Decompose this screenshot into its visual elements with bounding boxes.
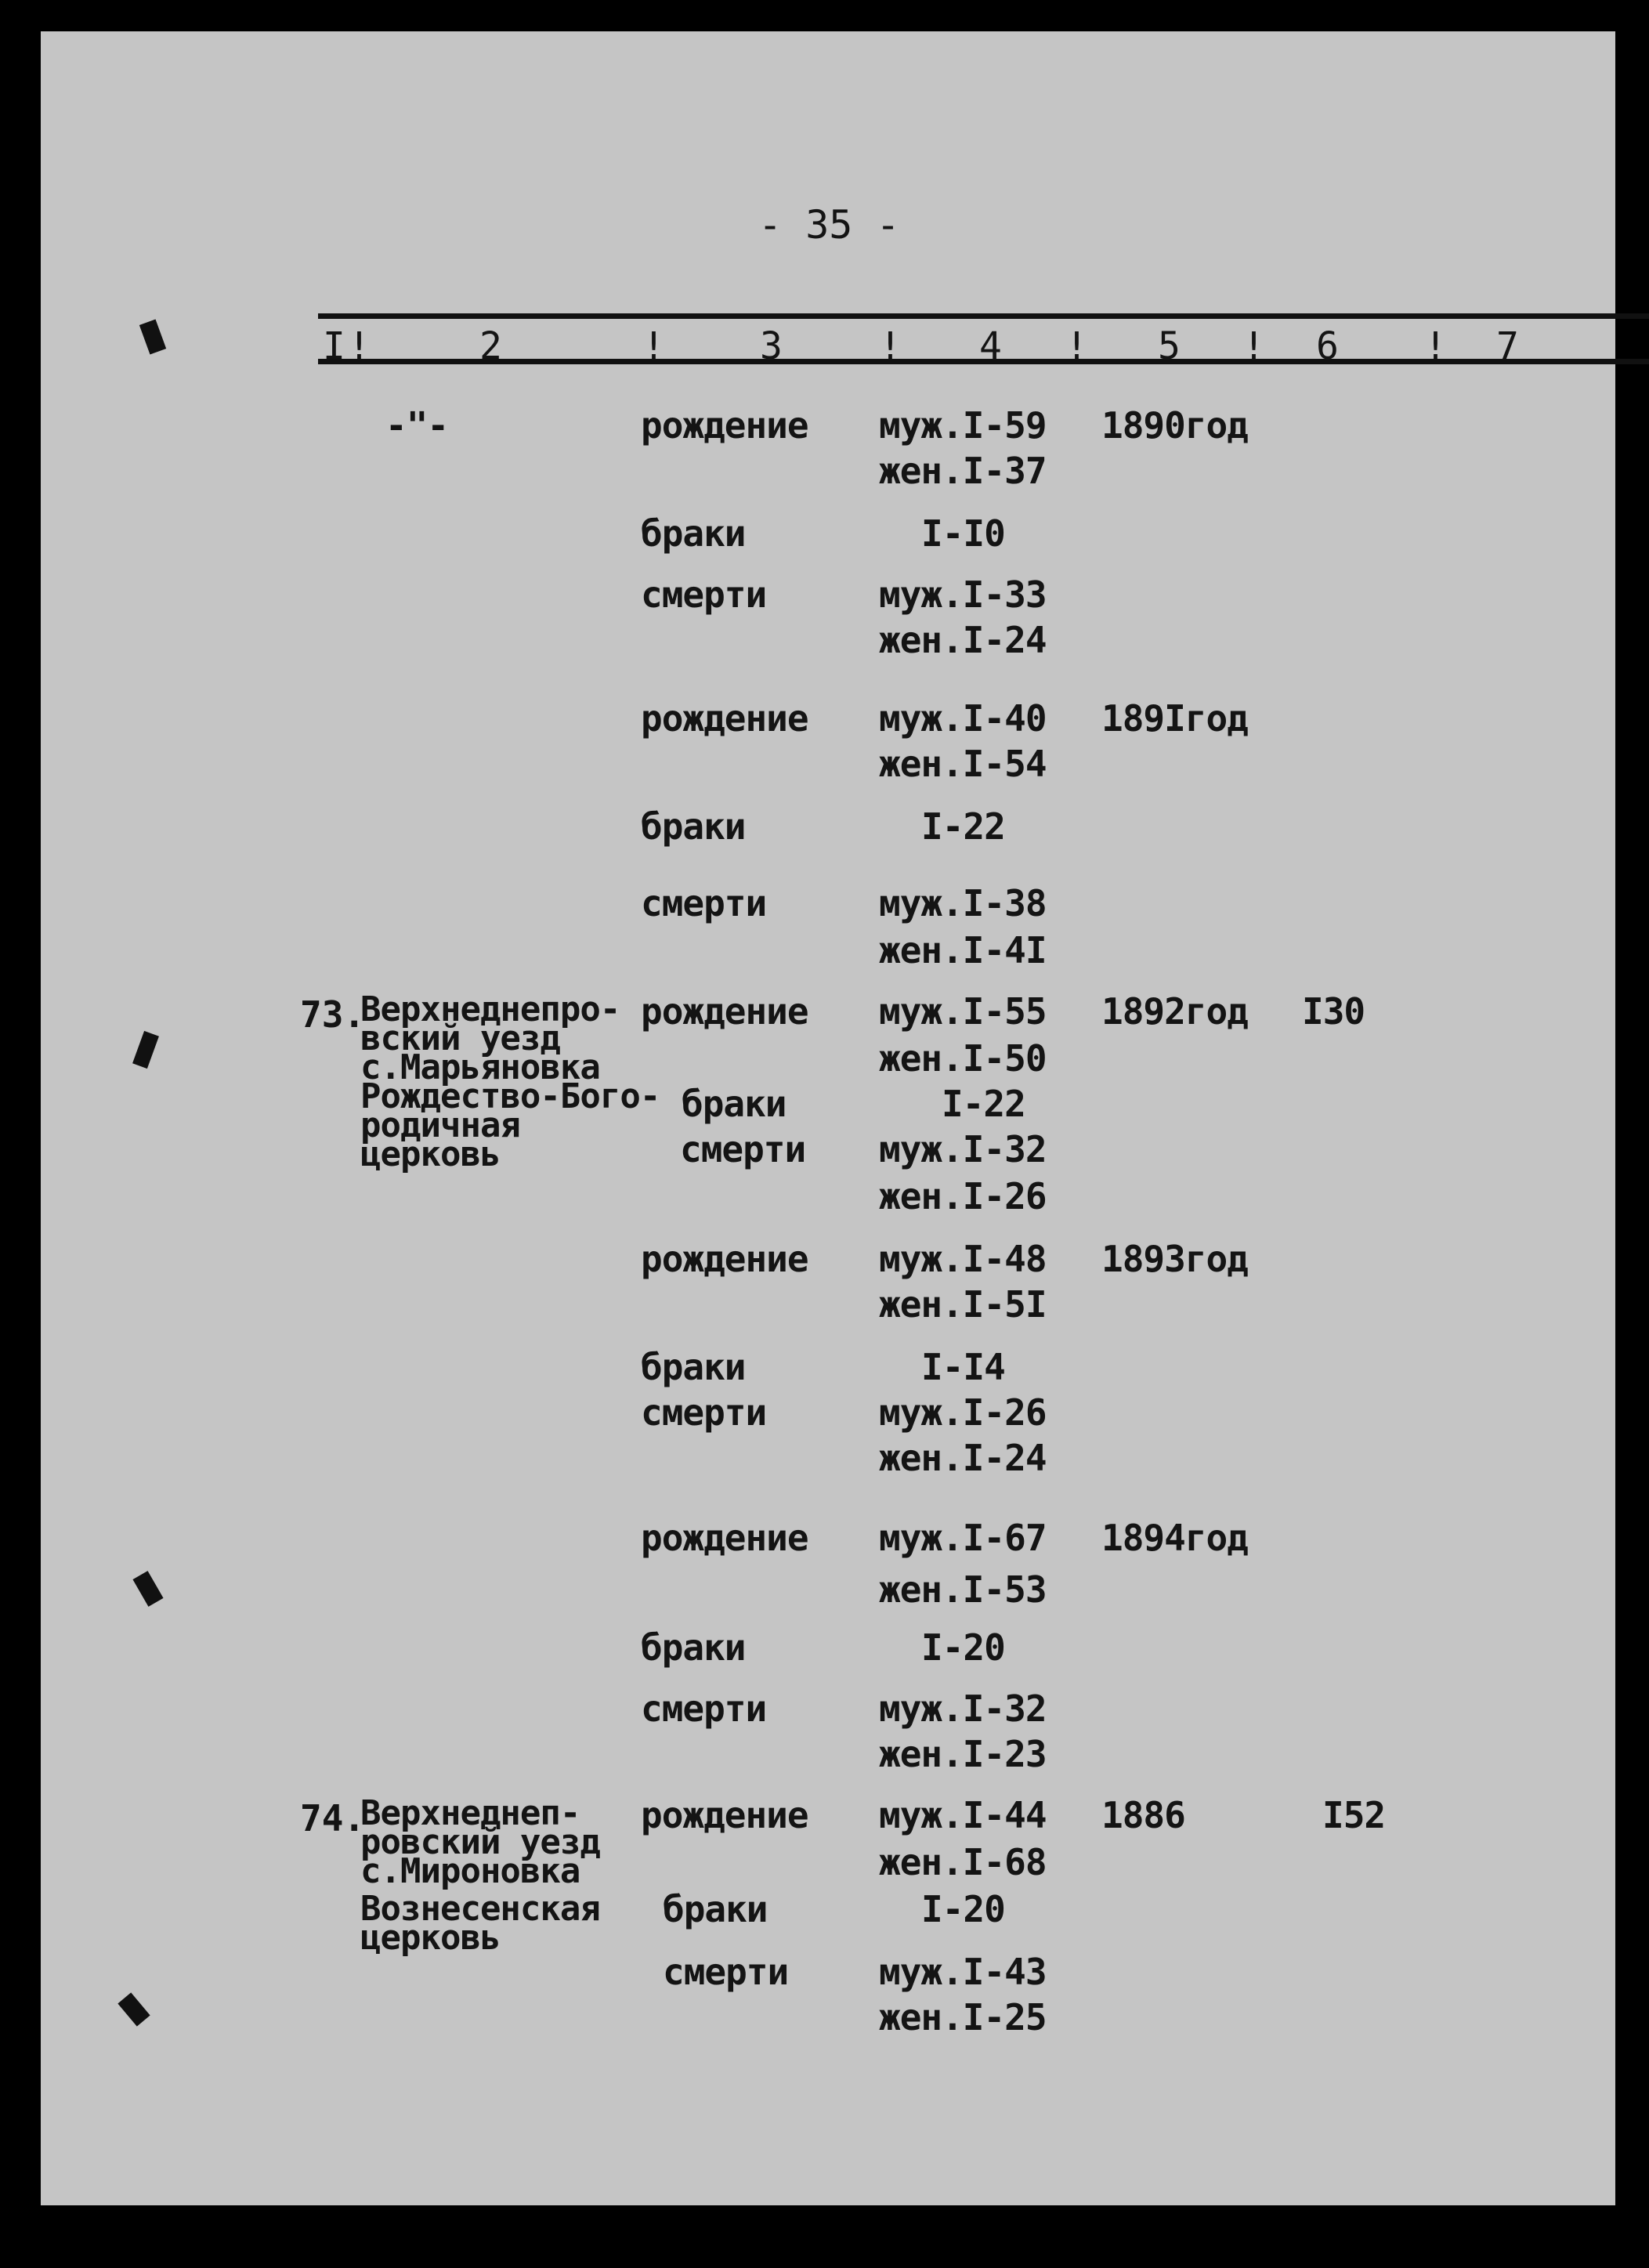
- location-line: родичная: [360, 1105, 520, 1145]
- location-line: вский уезд: [360, 1018, 560, 1058]
- female-count: жен.I-24: [879, 619, 1047, 661]
- location-line: Верхнеднеп-: [360, 1793, 580, 1833]
- male-count: муж.I-48: [879, 1238, 1047, 1280]
- record-type: смерти: [641, 1391, 767, 1434]
- location-line: Рождество-Бого-: [360, 1076, 660, 1116]
- male-count: муж.I-43: [879, 1951, 1047, 1993]
- record-type: браки: [663, 1888, 768, 1930]
- record-type: рождение: [641, 697, 808, 740]
- male-count: муж.I-38: [879, 882, 1047, 924]
- record-type: браки: [641, 512, 746, 555]
- column-header: 3: [760, 324, 783, 368]
- record-type: смерти: [641, 1687, 767, 1730]
- location-line: Вознесенская: [360, 1889, 600, 1929]
- column-6-value: I52: [1322, 1794, 1386, 1836]
- male-count: муж.I-32: [879, 1687, 1047, 1730]
- female-count: жен.I-26: [879, 1175, 1047, 1217]
- location-line: церковь: [360, 1918, 501, 1958]
- female-count: жен.I-54: [879, 743, 1047, 785]
- record-type: браки: [641, 1626, 746, 1669]
- record-type: браки: [682, 1083, 787, 1125]
- column-separator: !: [879, 324, 902, 368]
- column-header: 4: [979, 324, 1002, 368]
- record-type: браки: [641, 1346, 746, 1388]
- marriage-count: I-I4: [921, 1346, 1005, 1388]
- column-6-value: I30: [1302, 990, 1365, 1033]
- column-separator: !: [1424, 324, 1447, 368]
- column-header: 7: [1496, 324, 1519, 368]
- column-separator: !: [348, 324, 371, 368]
- male-count: муж.I-55: [879, 990, 1047, 1033]
- male-count: муж.I-33: [879, 573, 1047, 616]
- marriage-count: I-22: [921, 805, 1005, 848]
- entry-number: 74.: [300, 1797, 366, 1839]
- year: 1886: [1101, 1794, 1185, 1836]
- marriage-count: I-20: [921, 1888, 1005, 1930]
- female-count: жен.I-53: [879, 1568, 1047, 1611]
- female-count: жен.I-68: [879, 1841, 1047, 1883]
- marriage-count: I-I0: [921, 512, 1005, 555]
- record-type: смерти: [680, 1128, 806, 1170]
- female-count: жен.I-24: [879, 1437, 1047, 1479]
- entry-number: 73.: [300, 993, 366, 1036]
- location-line: церковь: [360, 1134, 501, 1174]
- year: 1890год: [1101, 404, 1248, 447]
- location-line: с.Мироновка: [360, 1851, 580, 1891]
- column-header: I: [323, 324, 345, 368]
- year: 189Iгод: [1101, 697, 1248, 740]
- record-type: рождение: [641, 1238, 808, 1280]
- column-header: 2: [479, 324, 502, 368]
- female-count: жен.I-4I: [879, 929, 1047, 971]
- female-count: жен.I-23: [879, 1733, 1047, 1775]
- female-count: жен.I-5I: [879, 1283, 1047, 1326]
- record-type: рождение: [641, 990, 808, 1033]
- location-line: Верхнеднепро-: [360, 989, 620, 1029]
- archival-page: [41, 31, 1615, 2205]
- year: 1893год: [1101, 1238, 1248, 1280]
- ditto-mark: -"-: [385, 404, 449, 447]
- male-count: муж.I-67: [879, 1517, 1047, 1559]
- record-type: смерти: [663, 1951, 789, 1993]
- male-count: муж.I-44: [879, 1794, 1047, 1836]
- record-type: рождение: [641, 1517, 808, 1559]
- location-line: с.Марьяновка: [360, 1047, 600, 1087]
- male-count: муж.I-40: [879, 697, 1047, 740]
- year: 1894год: [1101, 1517, 1248, 1559]
- column-separator: !: [642, 324, 665, 368]
- male-count: муж.I-26: [879, 1391, 1047, 1434]
- male-count: муж.I-59: [879, 404, 1047, 447]
- marriage-count: I-20: [921, 1626, 1005, 1669]
- female-count: жен.I-50: [879, 1037, 1047, 1080]
- record-type: рождение: [641, 404, 808, 447]
- page-number: - 35 -: [758, 202, 900, 248]
- header-rule-top: [318, 313, 1649, 319]
- column-header: 6: [1316, 324, 1339, 368]
- record-type: рождение: [641, 1794, 808, 1836]
- record-type: смерти: [641, 882, 767, 924]
- female-count: жен.I-25: [879, 1996, 1047, 2038]
- male-count: муж.I-32: [879, 1128, 1047, 1170]
- column-header: 5: [1158, 324, 1181, 368]
- marriage-count: I-22: [942, 1083, 1025, 1125]
- column-separator: !: [1065, 324, 1088, 368]
- record-type: браки: [641, 805, 746, 848]
- record-type: смерти: [641, 573, 767, 616]
- year: 1892год: [1101, 990, 1248, 1033]
- location-line: ровский уезд: [360, 1822, 600, 1862]
- female-count: жен.I-37: [879, 450, 1047, 492]
- column-separator: !: [1242, 324, 1265, 368]
